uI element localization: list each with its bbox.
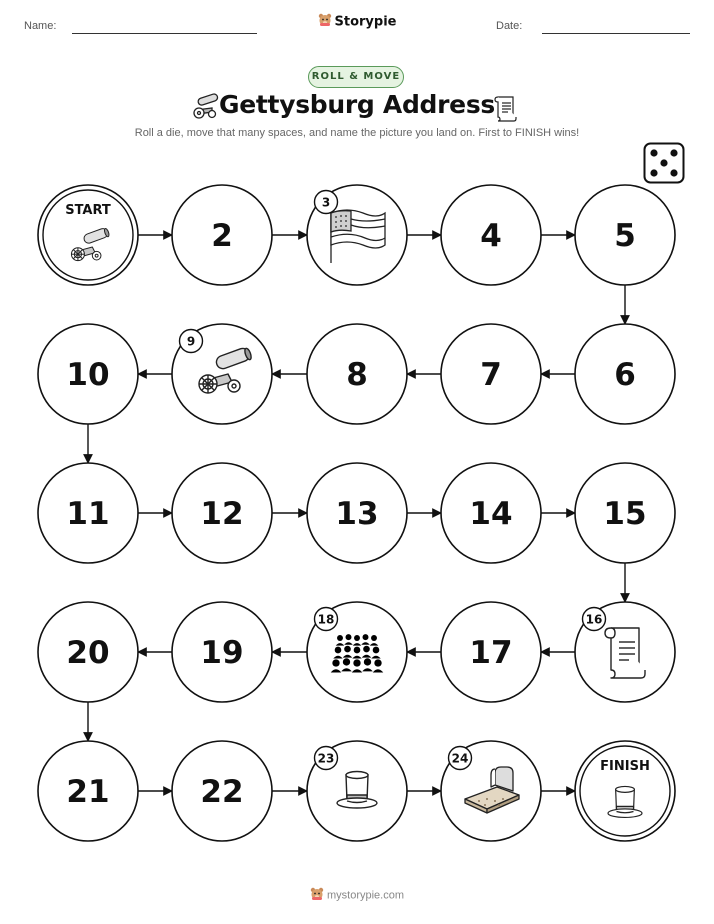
space-number: 5 [614, 218, 636, 254]
space-number: 11 [66, 496, 110, 532]
board-space-9 [172, 324, 272, 424]
space-number: 16 [585, 612, 603, 627]
start-label: START [65, 203, 111, 218]
space-number: 15 [603, 496, 647, 532]
finish-label: FINISH [600, 759, 650, 774]
page-title: Gettysburg Address [219, 90, 495, 119]
space-number: 3 [321, 195, 331, 210]
space-number: 21 [66, 774, 110, 810]
board-space-17 [441, 602, 541, 702]
space-number: 18 [317, 612, 335, 627]
board-space-4 [441, 185, 541, 285]
board-space-21 [38, 741, 138, 841]
board-space-2 [172, 185, 272, 285]
board-space-16 [575, 602, 675, 702]
finish-space [575, 741, 675, 841]
brand-name: Storypie [334, 14, 397, 30]
board-space-24 [441, 741, 541, 841]
board-space-22 [172, 741, 272, 841]
board-space-18 [307, 602, 407, 702]
board-space-8 [307, 324, 407, 424]
board-space-20 [38, 602, 138, 702]
board-space-12 [172, 463, 272, 563]
space-number: 20 [66, 635, 110, 671]
space-number: 23 [317, 751, 335, 766]
space-number: 22 [200, 774, 244, 810]
board-spaces [38, 185, 675, 841]
space-number: 6 [614, 357, 636, 393]
board-space-15 [575, 463, 675, 563]
date-label: Date: [496, 20, 523, 32]
bear-logo-icon [310, 887, 324, 904]
roll-and-move-badge: ROLL & MOVE [308, 66, 404, 88]
space-number: 8 [346, 357, 368, 393]
instructions: Roll a die, move that many spaces, and name the picture you land on. First to FINISH wins! [134, 127, 580, 139]
board-space-11 [38, 463, 138, 563]
start-space [38, 185, 138, 285]
space-number: 10 [66, 357, 110, 393]
space-number: 2 [211, 218, 233, 254]
board-space-14 [441, 463, 541, 563]
space-number: 19 [200, 635, 244, 671]
space-number: 17 [469, 635, 513, 671]
space-number: 13 [335, 496, 379, 532]
board-space-19 [172, 602, 272, 702]
space-number: 4 [480, 218, 502, 254]
footer-url: mystorypie.com [326, 889, 405, 902]
board-space-6 [575, 324, 675, 424]
footer [0, 887, 714, 904]
space-number: 14 [469, 496, 513, 532]
board-space-10 [38, 324, 138, 424]
space-number: 7 [480, 357, 502, 393]
board-space-23 [307, 741, 407, 841]
board-space-3 [307, 185, 407, 285]
space-number: 24 [451, 751, 469, 766]
scroll-icon [605, 628, 645, 678]
board-space-13 [307, 463, 407, 563]
space-number: 9 [186, 334, 196, 349]
board-space-7 [441, 324, 541, 424]
name-label: Name: [24, 20, 57, 32]
space-number: 12 [200, 496, 244, 532]
board-space-5 [575, 185, 675, 285]
